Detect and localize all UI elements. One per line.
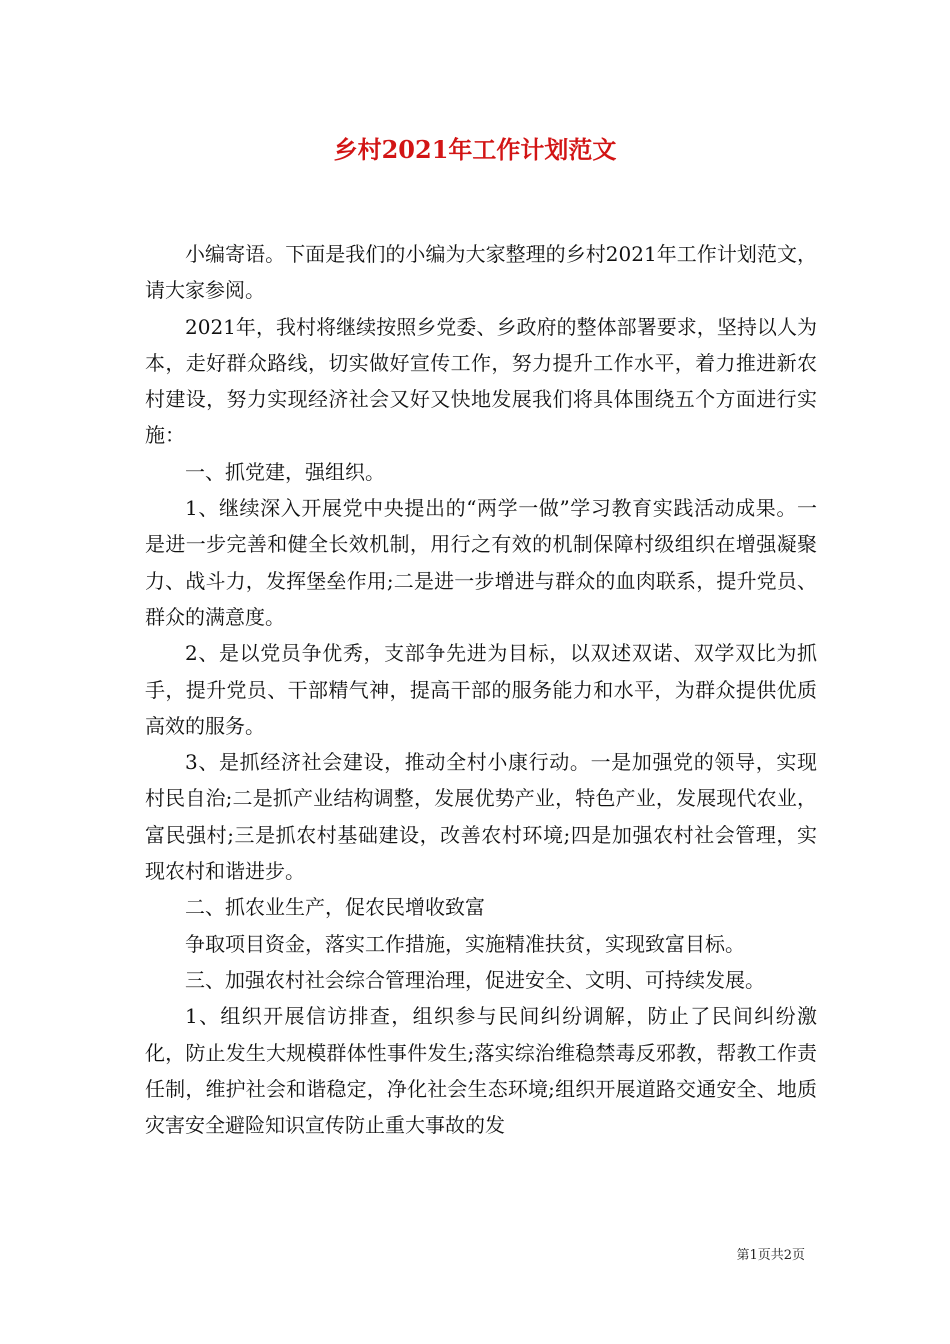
paragraph-overview: 2021年，我村将继续按照乡党委、乡政府的整体部署要求，坚持以人为本，走好群众路线，切实做好宣传工作，努力提升工作水平，着力推进新农村建设，努力实现经济社会又好又快地发展我们将具体围绕五个方面进行实施： — [145, 314, 817, 448]
paragraph-intro: 小编寄语。下面是我们的小编为大家整理的乡村2021年工作计划范文，请大家参阅。 — [145, 242, 817, 303]
page-title: 乡村2021年工作计划范文 — [333, 135, 617, 164]
section-heading-3: 三、加强农村社会综合管理治理，促进安全、文明、可持续发展。 — [185, 967, 765, 992]
section-heading-1: 一、抓党建，强组织。 — [185, 459, 385, 484]
section-heading-2: 二、抓农业生产，促农民增收致富 — [185, 895, 485, 920]
page-indicator: 第1页共2页 — [736, 1248, 805, 1263]
paragraph-item: 2、是以党员争优秀，支部争先进为目标，以双述双诺、双学双比为抓手，提升党员、干部精气神，提高干部的服务能力和水平，为群众提供优质高效的服务。 — [145, 641, 817, 738]
paragraph-item: 1、组织开展信访排查，组织参与民间纠纷调解，防止了民间纠纷激化，防止发生大规模群体性事件发生;落实综治维稳禁毒反邪教，帮教工作责任制，维护社会和谐稳定，净化社会生态环境;组织开展道路交通安全、地质灾害安全避险知识宣传防止重大事故的发 — [145, 1004, 817, 1138]
document-body — [145, 236, 817, 1143]
paragraph-item: 3、是抓经济社会建设，推动全村小康行动。一是加强党的领导，实现村民自治;二是抓产业结构调整，发展优势产业，特色产业，发展现代农业，富民强村;三是抓农村基础建设，改善农村环境;四是加强农村社会管理，实现农村和谐进步。 — [145, 750, 817, 884]
paragraph-item: 争取项目资金，落实工作措施，实施精准扶贫，实现致富目标。 — [185, 931, 745, 956]
paragraph-item: 1、继续深入开展党中央提出的“两学一做”学习教育实践活动成果。一是进一步完善和健全长效机制，用行之有效的机制保障村级组织在增强凝聚力、战斗力，发挥堡垒作用;二是进一步增进与群众的血肉联系，提升党员、群众的满意度。 — [145, 496, 817, 629]
